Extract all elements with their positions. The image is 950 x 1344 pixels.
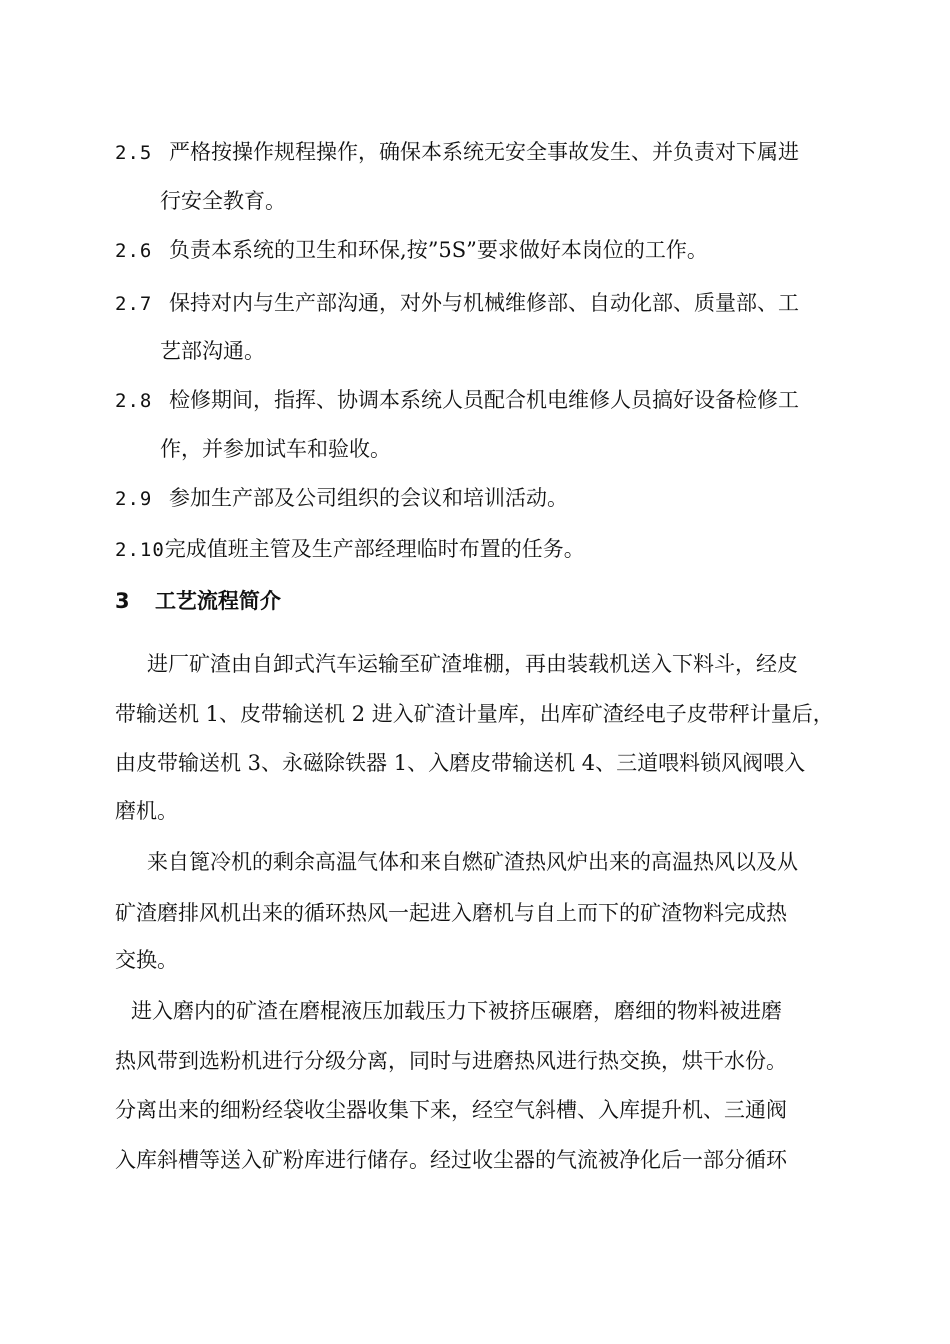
item-text: 保持对内与生产部沟通，对外与机械维修部、自动化部、质量部、工 — [169, 291, 800, 315]
item-2-10 — [115, 535, 585, 564]
item-2-6 — [115, 236, 708, 265]
item-2-5 — [115, 138, 799, 167]
item-text: 严格按操作规程操作，确保本系统无安全事故发生、并负责对下属进 — [169, 140, 800, 164]
paragraph-2-line-2: 矿渣磨排风机出来的循环热风一起进入磨机与自上而下的矿渣物料完成热 — [115, 901, 787, 925]
paragraph-1-line-3: 由皮带输送机 3、永磁除铁器 1、入磨皮带输送机 4、三道喂料锁风阀喂入 — [115, 751, 806, 775]
item-number: 2.9 — [115, 488, 153, 510]
paragraph-2-line-3: 交换。 — [115, 948, 178, 972]
section-number: 3 — [115, 589, 130, 613]
item-2-7 — [115, 289, 799, 318]
paragraph-3-line-1: 进入磨内的矿渣在磨棍液压加载压力下被挤压碾磨，磨细的物料被进磨 — [131, 999, 782, 1023]
item-2-8 — [115, 386, 799, 415]
paragraph-3-line-2: 热风带到选粉机进行分级分离，同时与进磨热风进行热交换，烘干水份。 — [115, 1049, 787, 1073]
item-number: 2.7 — [115, 293, 153, 315]
item-text: 检修期间，指挥、协调本系统人员配合机电维修人员搞好设备检修工 — [169, 388, 800, 412]
item-number: 2.6 — [115, 240, 153, 262]
item-number: 2.10 — [115, 539, 165, 561]
paragraph-1-line-4: 磨机。 — [115, 799, 178, 823]
paragraph-3-line-4: 入库斜槽等送入矿粉库进行储存。经过收尘器的气流被净化后一部分循环 — [115, 1148, 787, 1172]
item-number: 2.8 — [115, 390, 153, 412]
item-2-8-continuation: 作，并参加试车和验收。 — [160, 437, 391, 461]
paragraph-1-line-2: 带输送机 1、皮带输送机 2 进入矿渣计量库，出库矿渣经电子皮带秤计量后， — [115, 702, 834, 726]
item-2-9 — [115, 484, 568, 513]
item-text: 参加生产部及公司组织的会议和培训活动。 — [169, 486, 569, 510]
item-text: 完成值班主管及生产部经理临时布置的任务。 — [164, 537, 585, 561]
item-number: 2.5 — [115, 142, 153, 164]
paragraph-1-line-1: 进厂矿渣由自卸式汽车运输至矿渣堆棚，再由装载机送入下料斗，经皮 — [147, 652, 798, 676]
paragraph-3-line-3: 分离出来的细粉经袋收尘器收集下来，经空气斜槽、入库提升机、三通阀 — [115, 1098, 787, 1122]
item-2-5-continuation: 行安全教育。 — [160, 189, 286, 213]
section-heading — [115, 587, 281, 615]
section-title: 工艺流程简介 — [154, 589, 281, 613]
item-text: 负责本系统的卫生和环保,按”5S”要求做好本岗位的工作。 — [169, 238, 708, 262]
paragraph-2-line-1: 来自篦冷机的剩余高温气体和来自燃矿渣热风炉出来的高温热风以及从 — [147, 850, 798, 874]
item-2-7-continuation: 艺部沟通。 — [160, 339, 265, 363]
